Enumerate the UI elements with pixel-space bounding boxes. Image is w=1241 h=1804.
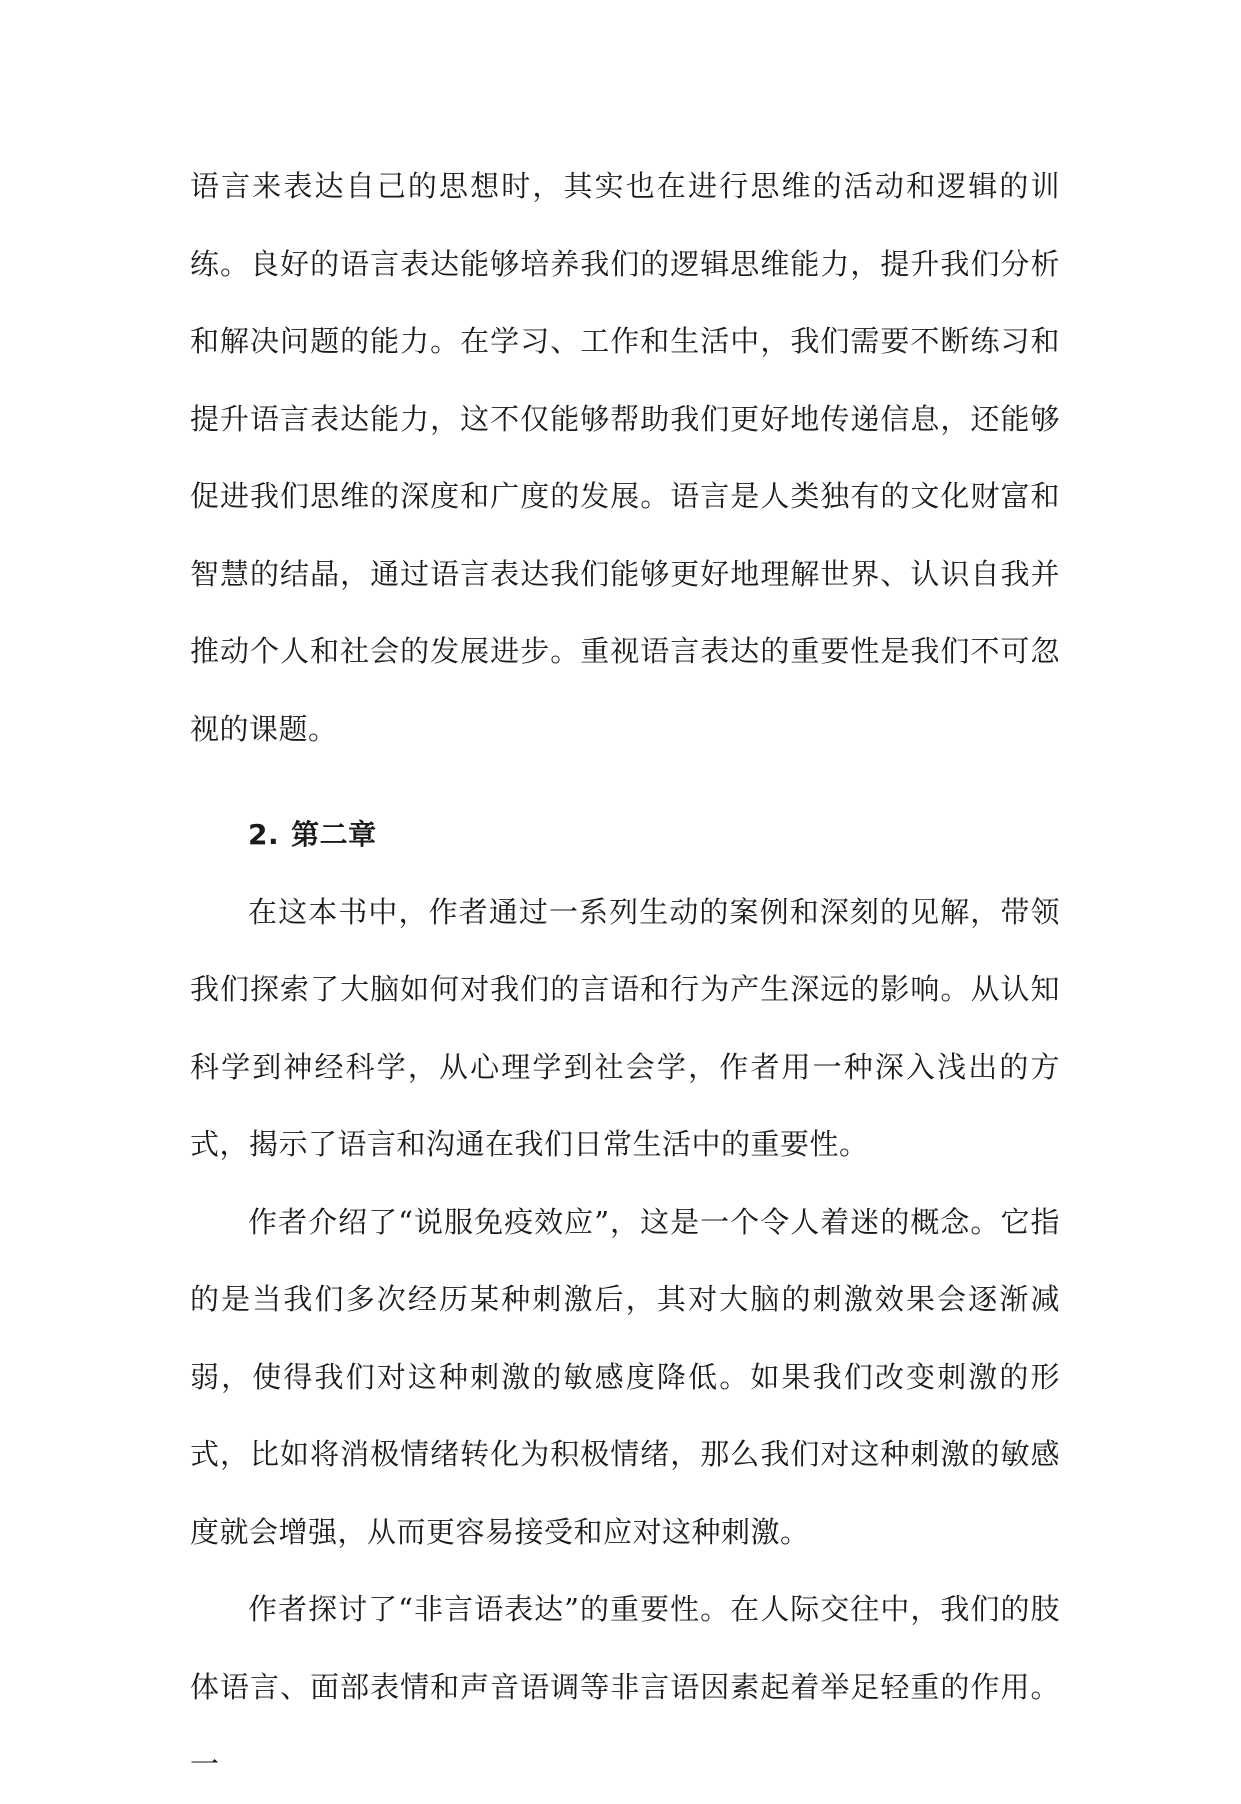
paragraph-nonverbal: 作者探讨了“非言语表达”的重要性。在人际交往中，我们的肢体语言、面部表情和声音语调等非言语因素起着举足轻重的作用。一: [190, 1592, 1060, 1781]
chapter-heading: [190, 796, 1060, 874]
document-page: [190, 148, 1060, 1804]
paragraph-persuasion-immunity: 作者介绍了“说服免疫效应”，这是一个令人着迷的概念。它指的是当我们多次经历某种刺激后，其对大脑的刺激效果会逐渐减弱，使得我们对这种刺激的敏感度降低。如果我们改变刺激的形式，比如将消极情绪转化为积极情绪，那么我们对这种刺激的敏感度就会增强，从而更容易接受和应对这种刺激。: [190, 1204, 1060, 1549]
paragraph-continuation: 语言来表达自己的思想时，其实也在进行思维的活动和逻辑的训练。良好的语言表达能够培养我们的逻辑思维能力，提升我们分析和解决问题的能力。在学习、工作和生活中，我们需要不断练习和提升语言表达能力，这不仅能够帮助我们更好地传递信息，还能够促进我们思维的深度和广度的发展。语言是人类独有的文化财富和智慧的结晶，通过语言表达我们能够更好地理解世界、认识自我并推动个人和社会的发展进步。重视语言表达的重要性是我们不可忽视的课题。: [190, 169, 1060, 746]
chapter-title: 第二章: [291, 818, 377, 851]
chapter-number: 2.: [248, 818, 280, 851]
paragraph-intro: 在这本书中，作者通过一系列生动的案例和深刻的见解，带领我们探索了大脑如何对我们的言语和行为产生深远的影响。从认知科学到神经科学，从心理学到社会学，作者用一种深入浅出的方式，揭示了语言和沟通在我们日常生活中的重要性。: [190, 894, 1060, 1161]
